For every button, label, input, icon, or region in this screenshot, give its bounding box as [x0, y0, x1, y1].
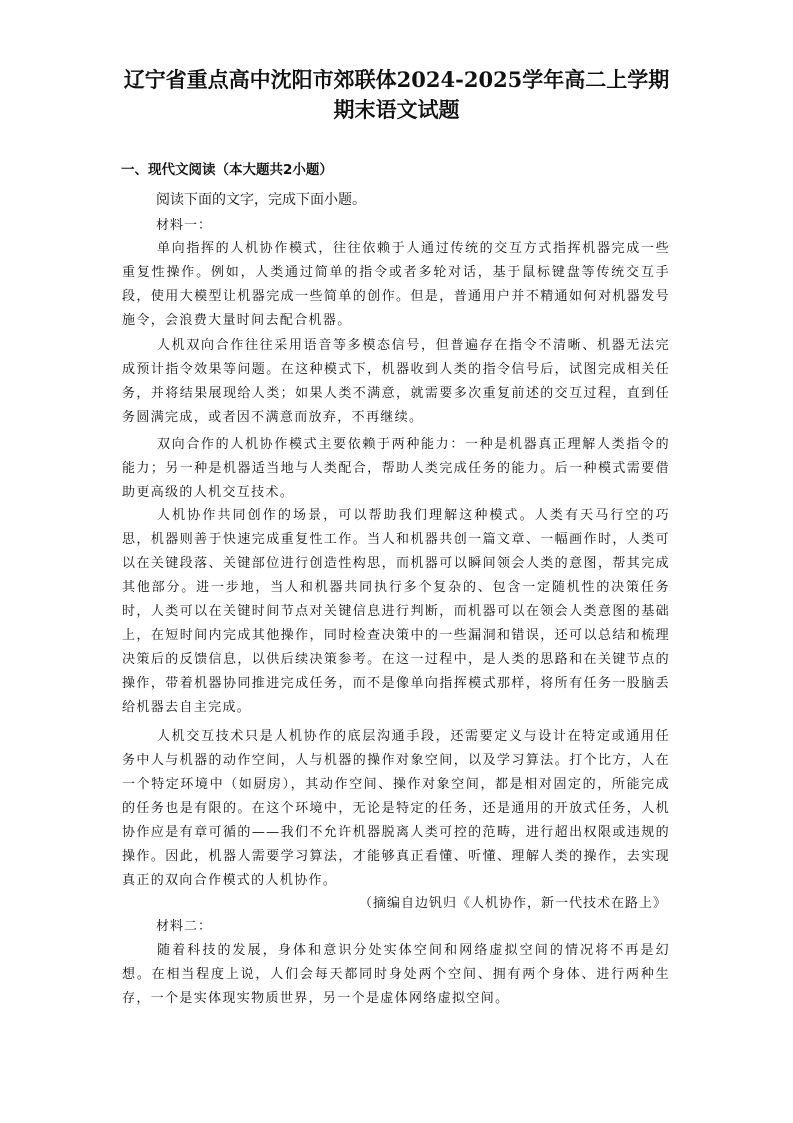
material1-paragraph-1: 单向指挥的人机协作模式，往往依赖于人通过传统的交互方式指挥机器完成一些重复性操作。例如，人类通过简单的指令或者多轮对话，基于鼠标键盘等传统交互手段，使用大模型让机器完成一些简单的创作。但是，普通用户并不精通如何对机器发号施令，会浪费大量时间去配合机器。	[122, 241, 670, 328]
section-heading: 一、现代文阅读（本大题共2小题）	[121, 162, 333, 178]
material1-paragraph-3: 双向合作的人机协作模式主要依赖于两种能力：一种是机器真正理解人类指令的能力；另一种是机器适当地与人类配合，帮助人类完成任务的能力。后一种模式需要借助更高级的人机交互技术。	[122, 437, 670, 500]
material2-label: 材料二：	[156, 919, 213, 934]
material1-source: （摘编自边钒归《人机协作，新一代技术在路上》	[358, 896, 667, 911]
document-title-line1: 辽宁省重点高中沈阳市郊联体2024-2025学年高二上学期	[123, 67, 670, 92]
material1-label: 材料一：	[156, 218, 213, 233]
material2-paragraph-1: 随着科技的发展，身体和意识分处实体空间和网络虚拟空间的情况将不再是幻想。在相当程度上说，人们会每天都同时身处两个空间、拥有两个身体、进行两种生存，一个是实体现实物质世界，另一个是虚体网络虚拟空间。	[122, 943, 670, 1006]
material1-paragraph-2: 人机双向合作往往采用语音等多模态信号，但普遍存在指令不清晰、机器无法完成预计指令效果等问题。在这种模式下，机器收到人类的指令信号后，试图完成相关任务，并将结果展现给人类；如果人类不满意，就需要多次重复前述的交互过程，直到任务圆满完成，或者因不满意而放弃，不再继续。	[122, 338, 670, 425]
material1-paragraph-4: 人机协作共同创作的场景，可以帮助我们理解这种模式。人类有天马行空的巧思，机器则善于快速完成重复性工作。当人和机器共创一篇文章、一幅画作时，人类可以在关键段落、关键部位进行创造性构思，而机器可以瞬间领会人类的意图，帮其完成其他部分。进一步地，当人和机器共同执行多个复杂的、包含一定随机性的决策任务时，人类可以在关键时间节点对关键信息进行判断，而机器可以在领会人类意图的基础上，在短时间内完成其他操作，同时检查决策中的一些漏洞和错误，还可以总结和梳理决策后的反馈信息，以供后续决策参考。在这一过程中，是人类的思路和在关键节点的操作，带着机器协同推进完成任务，而不是像单向指挥模式那样，将所有任务一股脑丢给机器去自主完成。	[122, 508, 670, 715]
reading-instruction: 阅读下面的文字，完成下面小题。	[156, 192, 366, 208]
material1-paragraph-5: 人机交互技术只是人机协作的底层沟通手段，还需要定义与设计在特定或通用任务中人与机器的动作空间，人与机器的操作对象空间，以及学习算法。打个比方，人在一个特定环境中（如厨房），其动作空间、操作对象空间，都是相对固定的，所能完成的任务也是有限的。在这个环境中，无论是特定的任务，还是通用的开放式任务，人机协作应是有章可循的——我们不允许机器脱离人类可控的范畴，进行超出权限或违规的操作。因此，机器人需要学习算法，才能够真正看懂、听懂、理解人类的操作，去实现真正的双向合作模式的人机协作。	[122, 729, 670, 888]
document-title-line2: 期末语文试题	[333, 97, 460, 122]
